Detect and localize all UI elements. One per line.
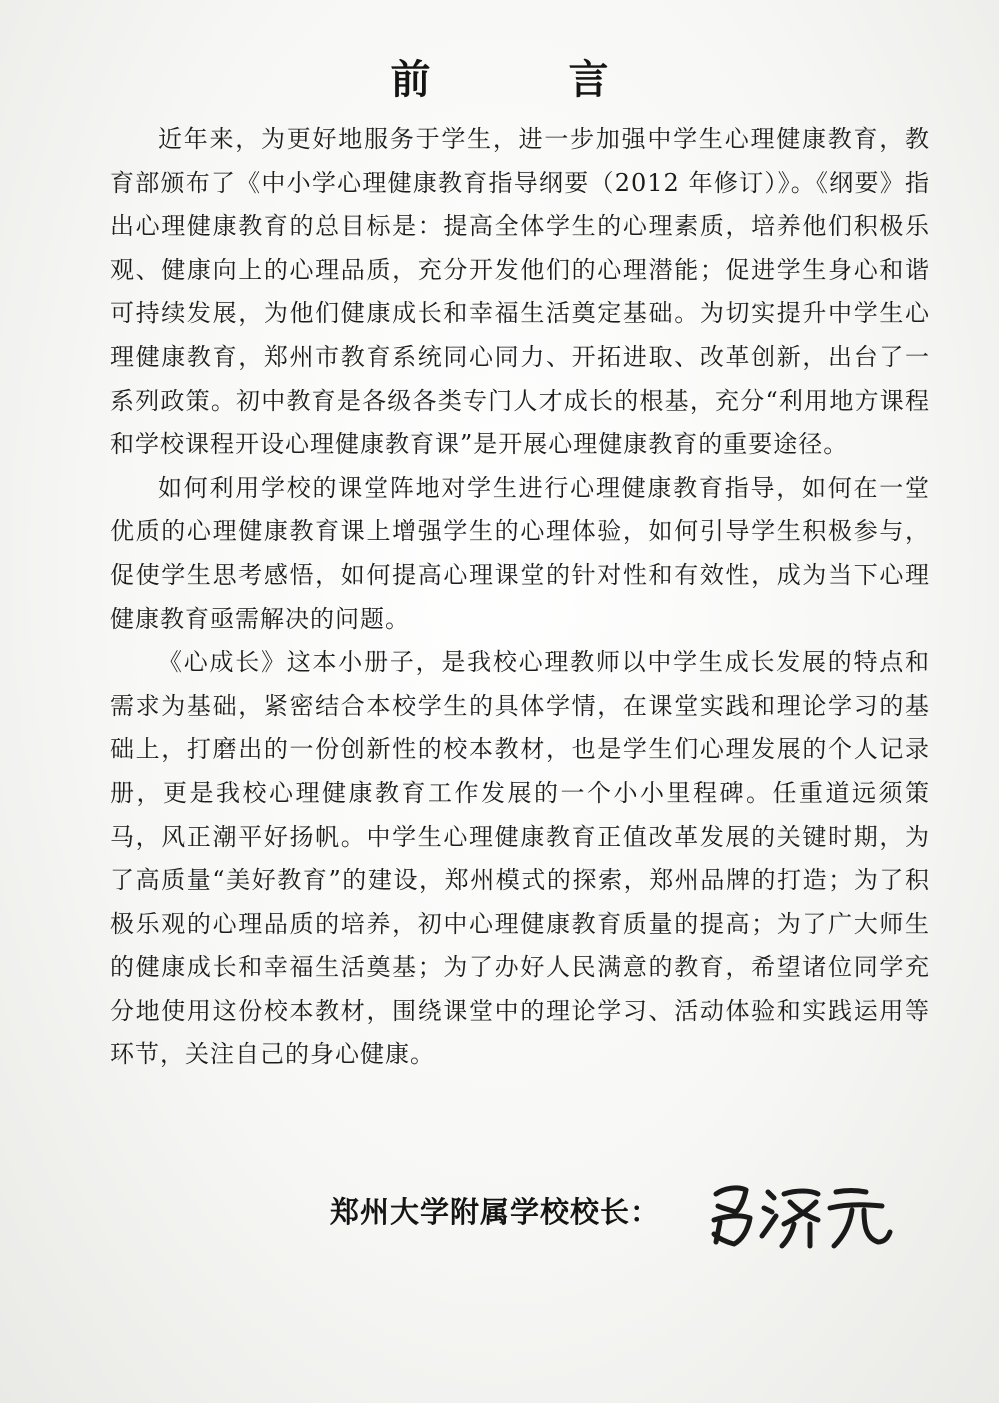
signature-block bbox=[330, 1172, 930, 1252]
paragraph-1: 近年来，为更好地服务于学生，进一步加强中学生心理健康教育，教育部颁布了《中小学心理健康教育指导纲要（2012 年修订）》。《纲要》指出心理健康教育的总目标是：提高全体学生的心理素质，培养他们积极乐观、健康向上的心理品质，充分开发他们的心理潜能；促进学生身心和谐可持续发展，为他们健康成长和幸福生活奠定基础。为切实提升中学生心理健康教育，郑州市教育系统同心同力、开拓进取、改革创新，出台了一系列政策。初中教育是各级各类专门人才成长的根基，充分“利用地方课程和学校课程开设心理健康教育课”是开展心理健康教育的重要途径。 bbox=[110, 125, 930, 459]
paragraph-3: 《心成长》这本小册子，是我校心理教师以中学生成长发展的特点和需求为基础，紧密结合本校学生的具体学情，在课堂实践和理论学习的基础上，打磨出的一份创新性的校本教材，也是学生们心理发展的个人记录册，更是我校心理健康教育工作发展的一个小小里程碑。任重道远须策马，风正潮平好扬帆。中学生心理健康教育正值改革发展的关键时期，为了高质量“美好教育”的建设，郑州模式的探索，郑州品牌的打造；为了积极乐观的心理品质的培养，初中心理健康教育质量的提高；为了广大师生的健康成长和幸福生活奠基；为了办好人民满意的教育，希望诸位同学充分地使用这份校本教材，围绕课堂中的理论学习、活动体验和实践运用等环节，关注自己的身心健康。 bbox=[110, 648, 930, 1069]
paragraph-2: 如何利用学校的课堂阵地对学生进行心理健康教育指导，如何在一堂优质的心理健康教育课上增强学生的心理体验，如何引导学生积极参与，促使学生思考感悟，如何提高心理课堂的针对性和有效性，成为当下心理健康教育亟需解决的问题。 bbox=[110, 473, 930, 633]
body-text bbox=[110, 118, 930, 1077]
handwritten-signature bbox=[706, 1172, 896, 1252]
signature-label: 郑州大学附属学校校长： bbox=[330, 1195, 661, 1229]
page-title: 前 言 bbox=[390, 57, 671, 103]
